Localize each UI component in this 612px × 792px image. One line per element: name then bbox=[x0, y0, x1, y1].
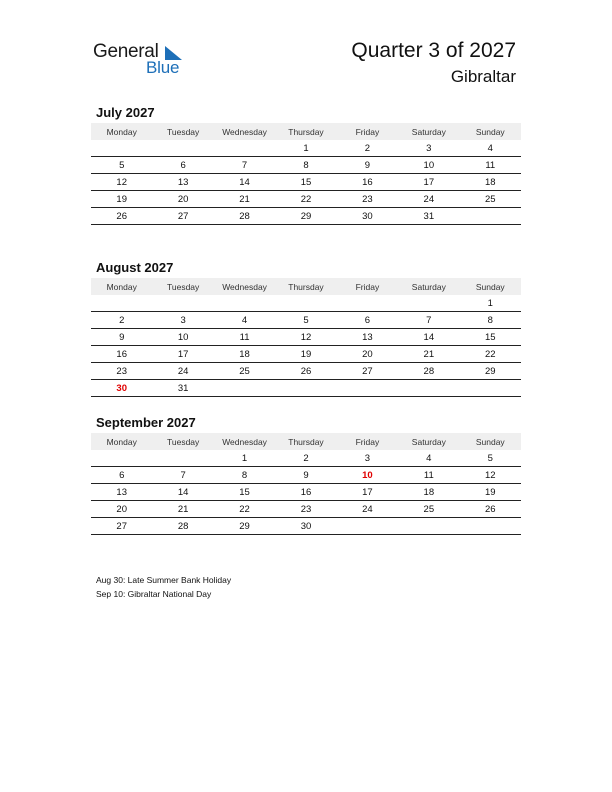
weekday-header: Wednesday bbox=[214, 278, 275, 295]
day-cell: 7 bbox=[214, 157, 275, 174]
day-cell: 6 bbox=[337, 312, 398, 329]
day-cell: 14 bbox=[152, 484, 213, 501]
day-cell: 23 bbox=[275, 501, 336, 518]
week-row bbox=[91, 157, 521, 174]
day-cell: 28 bbox=[214, 208, 275, 225]
day-cell bbox=[460, 518, 521, 535]
day-cell: 11 bbox=[398, 467, 459, 484]
day-cell: 30 bbox=[91, 380, 152, 397]
day-cell: 28 bbox=[152, 518, 213, 535]
week-row bbox=[91, 191, 521, 208]
day-cell: 14 bbox=[398, 329, 459, 346]
week-row bbox=[91, 380, 521, 397]
day-cell: 21 bbox=[398, 346, 459, 363]
day-cell: 28 bbox=[398, 363, 459, 380]
holiday-note: Sep 10: Gibraltar National Day bbox=[96, 589, 212, 599]
day-cell: 19 bbox=[275, 346, 336, 363]
month-september bbox=[91, 413, 521, 535]
day-cell: 15 bbox=[214, 484, 275, 501]
day-cell: 3 bbox=[152, 312, 213, 329]
day-cell: 26 bbox=[91, 208, 152, 225]
day-cell bbox=[214, 295, 275, 312]
weekday-header: Friday bbox=[337, 123, 398, 140]
day-cell: 3 bbox=[398, 140, 459, 157]
day-cell: 8 bbox=[214, 467, 275, 484]
day-cell bbox=[275, 295, 336, 312]
day-cell: 25 bbox=[214, 363, 275, 380]
weekday-header: Saturday bbox=[398, 123, 459, 140]
weekday-header: Saturday bbox=[398, 433, 459, 450]
day-cell: 11 bbox=[460, 157, 521, 174]
day-cell: 12 bbox=[460, 467, 521, 484]
day-cell: 9 bbox=[91, 329, 152, 346]
logo-general-text: General bbox=[93, 41, 159, 62]
day-cell bbox=[460, 380, 521, 397]
day-cell: 23 bbox=[337, 191, 398, 208]
day-cell bbox=[214, 140, 275, 157]
week-row bbox=[91, 140, 521, 157]
day-cell: 19 bbox=[460, 484, 521, 501]
day-cell: 8 bbox=[460, 312, 521, 329]
day-cell: 5 bbox=[275, 312, 336, 329]
day-cell: 20 bbox=[337, 346, 398, 363]
logo-blue-text: Blue bbox=[146, 58, 180, 77]
day-cell: 2 bbox=[275, 450, 336, 467]
day-cell: 18 bbox=[398, 484, 459, 501]
month-title: July 2027 bbox=[96, 105, 155, 120]
day-cell bbox=[91, 295, 152, 312]
holiday-note: Aug 30: Late Summer Bank Holiday bbox=[96, 575, 232, 585]
day-cell: 25 bbox=[398, 501, 459, 518]
day-cell: 24 bbox=[152, 363, 213, 380]
day-cell: 6 bbox=[91, 467, 152, 484]
day-cell bbox=[337, 518, 398, 535]
day-cell: 2 bbox=[337, 140, 398, 157]
day-cell: 6 bbox=[152, 157, 213, 174]
day-cell: 15 bbox=[460, 329, 521, 346]
brand-logo bbox=[93, 41, 193, 81]
week-row bbox=[91, 329, 521, 346]
day-cell bbox=[398, 518, 459, 535]
day-cell: 18 bbox=[214, 346, 275, 363]
day-cell bbox=[152, 450, 213, 467]
day-cell: 26 bbox=[275, 363, 336, 380]
day-cell: 27 bbox=[91, 518, 152, 535]
month-title: September 2027 bbox=[96, 415, 196, 430]
weekday-header: Thursday bbox=[275, 433, 336, 450]
day-cell: 1 bbox=[460, 295, 521, 312]
week-row bbox=[91, 363, 521, 380]
weekday-header: Wednesday bbox=[214, 433, 275, 450]
day-cell: 23 bbox=[91, 363, 152, 380]
calendar-grid bbox=[91, 278, 521, 397]
day-cell: 29 bbox=[460, 363, 521, 380]
day-cell: 3 bbox=[337, 450, 398, 467]
day-cell: 20 bbox=[91, 501, 152, 518]
day-cell: 29 bbox=[214, 518, 275, 535]
day-cell bbox=[460, 208, 521, 225]
day-cell: 22 bbox=[214, 501, 275, 518]
day-cell: 30 bbox=[337, 208, 398, 225]
week-row bbox=[91, 467, 521, 484]
week-row bbox=[91, 312, 521, 329]
month-title: August 2027 bbox=[96, 260, 174, 275]
day-cell: 19 bbox=[91, 191, 152, 208]
day-cell: 25 bbox=[460, 191, 521, 208]
day-cell bbox=[337, 295, 398, 312]
page-subtitle: Gibraltar bbox=[450, 67, 516, 86]
weekday-header: Sunday bbox=[460, 278, 521, 295]
day-cell bbox=[152, 295, 213, 312]
month-july bbox=[91, 103, 521, 225]
day-cell bbox=[91, 140, 152, 157]
day-cell: 13 bbox=[152, 174, 213, 191]
weekday-header: Friday bbox=[337, 278, 398, 295]
day-cell bbox=[91, 450, 152, 467]
day-cell: 22 bbox=[275, 191, 336, 208]
calendar-grid bbox=[91, 123, 521, 225]
day-cell: 22 bbox=[460, 346, 521, 363]
day-cell: 15 bbox=[275, 174, 336, 191]
day-cell: 11 bbox=[214, 329, 275, 346]
weekday-header: Monday bbox=[91, 278, 152, 295]
day-cell: 16 bbox=[91, 346, 152, 363]
weekday-header: Wednesday bbox=[214, 123, 275, 140]
day-cell: 5 bbox=[460, 450, 521, 467]
weekday-header: Sunday bbox=[460, 433, 521, 450]
day-cell: 29 bbox=[275, 208, 336, 225]
day-cell: 31 bbox=[398, 208, 459, 225]
day-cell: 12 bbox=[91, 174, 152, 191]
day-cell bbox=[398, 295, 459, 312]
week-row bbox=[91, 208, 521, 225]
calendar-grid bbox=[91, 433, 521, 535]
weekday-header: Saturday bbox=[398, 278, 459, 295]
day-cell bbox=[398, 380, 459, 397]
day-cell: 18 bbox=[460, 174, 521, 191]
page-title: Quarter 3 of 2027 bbox=[351, 39, 516, 62]
day-cell: 30 bbox=[275, 518, 336, 535]
week-row bbox=[91, 484, 521, 501]
day-cell: 7 bbox=[152, 467, 213, 484]
day-cell: 20 bbox=[152, 191, 213, 208]
weekday-header: Friday bbox=[337, 433, 398, 450]
weekday-header: Monday bbox=[91, 433, 152, 450]
day-cell bbox=[214, 380, 275, 397]
day-cell: 10 bbox=[398, 157, 459, 174]
day-cell: 9 bbox=[337, 157, 398, 174]
day-cell: 10 bbox=[152, 329, 213, 346]
day-cell: 4 bbox=[398, 450, 459, 467]
weekday-header: Sunday bbox=[460, 123, 521, 140]
day-cell: 7 bbox=[398, 312, 459, 329]
weekday-header: Tuesday bbox=[152, 278, 213, 295]
day-cell: 13 bbox=[337, 329, 398, 346]
day-cell: 17 bbox=[152, 346, 213, 363]
day-cell: 1 bbox=[275, 140, 336, 157]
weekday-header: Thursday bbox=[275, 123, 336, 140]
day-cell: 14 bbox=[214, 174, 275, 191]
day-cell: 21 bbox=[214, 191, 275, 208]
day-cell: 17 bbox=[398, 174, 459, 191]
week-row bbox=[91, 501, 521, 518]
day-cell: 31 bbox=[152, 380, 213, 397]
day-cell: 2 bbox=[91, 312, 152, 329]
day-cell: 24 bbox=[398, 191, 459, 208]
day-cell: 10 bbox=[337, 467, 398, 484]
week-row bbox=[91, 450, 521, 467]
week-row bbox=[91, 295, 521, 312]
day-cell: 8 bbox=[275, 157, 336, 174]
day-cell: 12 bbox=[275, 329, 336, 346]
day-cell bbox=[337, 380, 398, 397]
week-row bbox=[91, 346, 521, 363]
weekday-header: Tuesday bbox=[152, 123, 213, 140]
day-cell: 27 bbox=[152, 208, 213, 225]
day-cell: 4 bbox=[214, 312, 275, 329]
day-cell: 1 bbox=[214, 450, 275, 467]
holiday-notes bbox=[96, 573, 231, 601]
day-cell: 5 bbox=[91, 157, 152, 174]
day-cell: 9 bbox=[275, 467, 336, 484]
week-row bbox=[91, 518, 521, 535]
day-cell: 16 bbox=[275, 484, 336, 501]
day-cell: 16 bbox=[337, 174, 398, 191]
weekday-header: Monday bbox=[91, 123, 152, 140]
day-cell bbox=[275, 380, 336, 397]
day-cell: 24 bbox=[337, 501, 398, 518]
day-cell: 13 bbox=[91, 484, 152, 501]
day-cell: 21 bbox=[152, 501, 213, 518]
day-cell bbox=[152, 140, 213, 157]
day-cell: 4 bbox=[460, 140, 521, 157]
day-cell: 27 bbox=[337, 363, 398, 380]
weekday-header: Tuesday bbox=[152, 433, 213, 450]
weekday-header: Thursday bbox=[275, 278, 336, 295]
month-august bbox=[91, 258, 521, 397]
day-cell: 26 bbox=[460, 501, 521, 518]
week-row bbox=[91, 174, 521, 191]
day-cell: 17 bbox=[337, 484, 398, 501]
